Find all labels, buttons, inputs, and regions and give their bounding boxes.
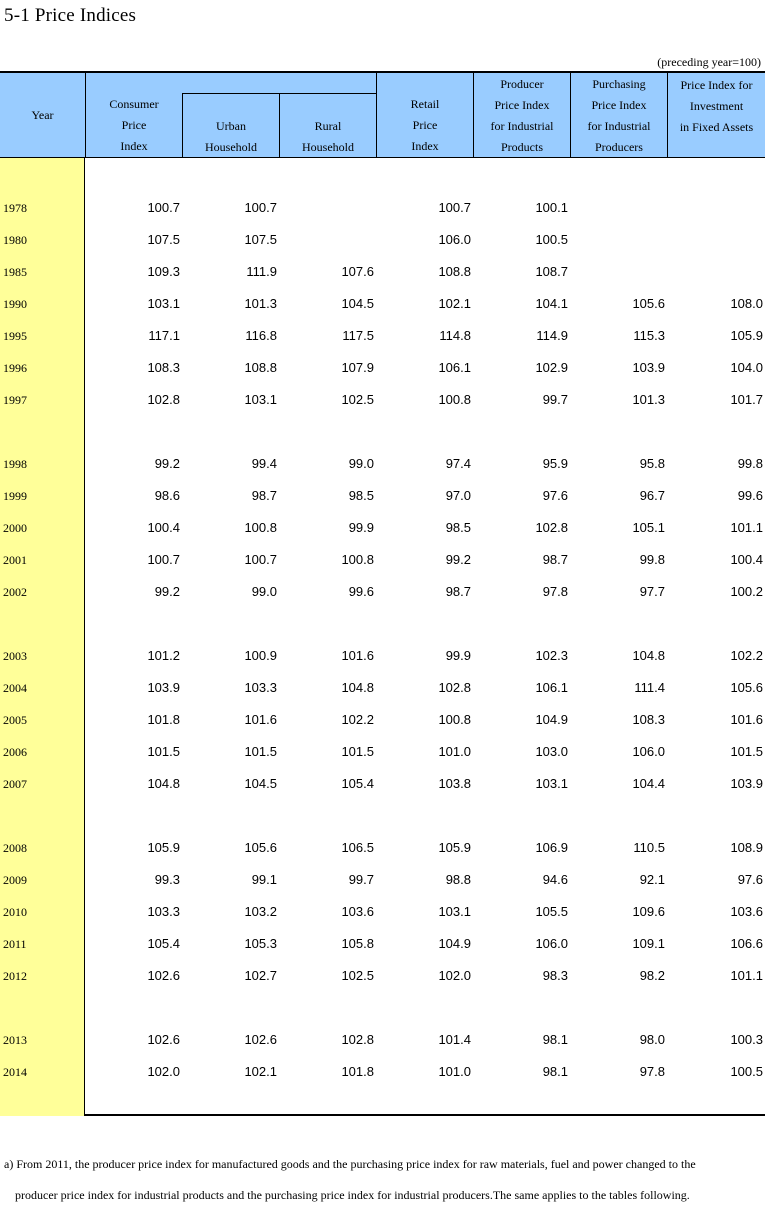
value-cell: 102.8 <box>147 392 180 407</box>
value-cell: 105.4 <box>341 776 374 791</box>
value-cell: 94.6 <box>542 872 568 887</box>
value-cell: 100.8 <box>438 712 471 727</box>
value-cell: 105.9 <box>438 840 471 855</box>
value-cell: 100.3 <box>730 1032 763 1047</box>
value-cell: 100.2 <box>730 584 763 599</box>
value-cell: 100.5 <box>535 232 568 247</box>
year-cell: 2002 <box>3 585 27 599</box>
value-cell: 103.1 <box>535 776 568 791</box>
table-row <box>0 774 765 794</box>
table-row <box>0 294 765 314</box>
table-row <box>0 262 765 282</box>
value-cell: 104.8 <box>147 776 180 791</box>
table-row <box>0 1062 765 1082</box>
value-cell: 100.9 <box>244 648 277 663</box>
table-row <box>0 326 765 346</box>
value-cell: 108.9 <box>730 840 763 855</box>
value-cell: 97.0 <box>445 488 471 503</box>
value-cell: 102.2 <box>341 712 374 727</box>
table-row <box>0 934 765 954</box>
value-cell: 99.9 <box>445 648 471 663</box>
value-cell: 102.6 <box>147 968 180 983</box>
header-producer-price-index: Producer Price Index for Industrial Products <box>490 76 554 154</box>
table-row <box>0 582 765 602</box>
value-cell: 106.0 <box>438 232 471 247</box>
value-cell: 101.6 <box>341 648 374 663</box>
value-cell: 102.8 <box>341 1032 374 1047</box>
value-cell: 104.8 <box>632 648 665 663</box>
year-cell: 1998 <box>3 457 27 471</box>
value-cell: 105.6 <box>632 296 665 311</box>
year-cell: 1999 <box>3 489 27 503</box>
value-cell: 104.0 <box>730 360 763 375</box>
value-cell: 101.2 <box>147 648 180 663</box>
value-cell: 104.5 <box>244 776 277 791</box>
value-cell: 92.1 <box>639 872 665 887</box>
value-cell: 101.6 <box>730 712 763 727</box>
value-cell: 104.9 <box>438 936 471 951</box>
value-cell: 99.7 <box>348 872 374 887</box>
value-cell: 106.6 <box>730 936 763 951</box>
year-cell: 2014 <box>3 1065 27 1079</box>
year-cell: 1996 <box>3 361 27 375</box>
value-cell: 114.8 <box>439 328 471 343</box>
value-cell: 109.1 <box>632 936 665 951</box>
value-cell: 102.8 <box>438 680 471 695</box>
year-cell: 2007 <box>3 777 27 791</box>
year-cell: 2006 <box>3 745 27 759</box>
value-cell: 109.6 <box>632 904 665 919</box>
year-cell: 1980 <box>3 233 27 247</box>
value-cell: 106.1 <box>438 360 471 375</box>
value-cell: 106.5 <box>341 840 374 855</box>
value-cell: 99.6 <box>737 488 763 503</box>
table-row <box>0 966 765 986</box>
value-cell: 99.9 <box>348 520 374 535</box>
header-retail-price-index: Retail Price Index <box>410 97 440 153</box>
value-cell: 105.8 <box>341 936 374 951</box>
year-cell: 2013 <box>3 1033 27 1047</box>
year-cell: 1997 <box>3 393 27 407</box>
value-cell: 117.5 <box>342 328 374 343</box>
value-cell: 99.2 <box>445 552 471 567</box>
value-cell: 109.3 <box>147 264 180 279</box>
value-cell: 99.2 <box>154 456 180 471</box>
header-urban-household: Urban Household <box>205 118 257 154</box>
value-cell: 102.5 <box>341 968 374 983</box>
value-cell: 102.1 <box>438 296 471 311</box>
value-cell: 105.3 <box>244 936 277 951</box>
value-cell: 116.8 <box>245 328 277 343</box>
value-cell: 105.6 <box>244 840 277 855</box>
value-cell: 101.5 <box>341 744 374 759</box>
value-cell: 108.0 <box>730 296 763 311</box>
value-cell: 114.9 <box>536 328 568 343</box>
value-cell: 99.4 <box>251 456 277 471</box>
value-cell: 102.0 <box>147 1064 180 1079</box>
value-cell: 99.6 <box>348 584 374 599</box>
value-cell: 99.7 <box>542 392 568 407</box>
value-cell: 108.8 <box>438 264 471 279</box>
value-cell: 100.7 <box>147 200 180 215</box>
value-cell: 98.7 <box>445 584 471 599</box>
table-row <box>0 678 765 698</box>
table-row <box>0 390 765 410</box>
year-cell: 2009 <box>3 873 27 887</box>
value-cell: 103.9 <box>730 776 763 791</box>
value-cell: 97.7 <box>639 584 665 599</box>
value-cell: 104.1 <box>535 296 568 311</box>
value-cell: 100.7 <box>438 200 471 215</box>
value-cell: 101.5 <box>730 744 763 759</box>
value-cell: 98.6 <box>154 488 180 503</box>
value-cell: 98.5 <box>348 488 374 503</box>
year-cell: 1978 <box>3 201 27 215</box>
value-cell: 103.8 <box>438 776 471 791</box>
value-cell: 101.4 <box>438 1032 471 1047</box>
value-cell: 102.5 <box>341 392 374 407</box>
value-cell: 108.8 <box>244 360 277 375</box>
value-cell: 103.1 <box>438 904 471 919</box>
value-cell: 97.6 <box>542 488 568 503</box>
year-cell: 2004 <box>3 681 27 695</box>
value-cell: 106.1 <box>535 680 568 695</box>
value-cell: 105.5 <box>535 904 568 919</box>
value-cell: 107.5 <box>244 232 277 247</box>
value-cell: 101.1 <box>730 968 763 983</box>
footnote-line-2: producer price index for industrial products and the purchasing price index for industrial producers.The same applies to the tables following. <box>15 1188 690 1202</box>
value-cell: 100.5 <box>730 1064 763 1079</box>
value-cell: 102.7 <box>244 968 277 983</box>
value-cell: 99.8 <box>639 552 665 567</box>
value-cell: 98.3 <box>542 968 568 983</box>
value-cell: 104.8 <box>341 680 374 695</box>
year-cell: 2005 <box>3 713 27 727</box>
value-cell: 101.0 <box>438 1064 471 1079</box>
value-cell: 100.4 <box>730 552 763 567</box>
value-cell: 104.4 <box>632 776 665 791</box>
value-cell: 103.9 <box>632 360 665 375</box>
value-cell: 100.1 <box>535 200 568 215</box>
value-cell: 99.8 <box>737 456 763 471</box>
value-cell: 95.8 <box>639 456 665 471</box>
table-row <box>0 358 765 378</box>
value-cell: 102.8 <box>535 520 568 535</box>
value-cell: 99.0 <box>348 456 374 471</box>
table-row <box>0 198 765 218</box>
value-cell: 106.9 <box>535 840 568 855</box>
year-cell: 1990 <box>3 297 27 311</box>
value-cell: 101.8 <box>147 712 180 727</box>
value-cell: 110.5 <box>633 840 665 855</box>
value-cell: 97.8 <box>639 1064 665 1079</box>
value-cell: 96.7 <box>639 488 665 503</box>
value-cell: 104.9 <box>535 712 568 727</box>
value-cell: 100.4 <box>147 520 180 535</box>
table-row <box>0 838 765 858</box>
value-cell: 103.3 <box>244 680 277 695</box>
unit-note: (preceding year=100) <box>657 55 761 69</box>
value-cell: 98.1 <box>542 1032 568 1047</box>
value-cell: 100.7 <box>147 552 180 567</box>
value-cell: 99.0 <box>251 584 277 599</box>
table-row <box>0 870 765 890</box>
table-row <box>0 550 765 570</box>
value-cell: 95.9 <box>542 456 568 471</box>
value-cell: 98.0 <box>639 1032 665 1047</box>
table-header <box>0 73 765 158</box>
value-cell: 102.3 <box>535 648 568 663</box>
value-cell: 103.2 <box>244 904 277 919</box>
value-cell: 98.1 <box>542 1064 568 1079</box>
value-cell: 103.3 <box>147 904 180 919</box>
value-cell: 100.8 <box>438 392 471 407</box>
header-purchasing-price-index: Purchasing Price Index for Industrial Producers <box>587 76 651 154</box>
table-row <box>0 454 765 474</box>
value-cell: 111.4 <box>634 680 665 695</box>
value-cell: 103.6 <box>341 904 374 919</box>
footnote-line-1: a) From 2011, the producer price index for manufactured goods and the purchasing price index for raw materials, fuel and power changed to the <box>4 1157 696 1171</box>
table-row <box>0 710 765 730</box>
table-row <box>0 230 765 250</box>
value-cell: 115.3 <box>633 328 665 343</box>
value-cell: 102.9 <box>535 360 568 375</box>
value-cell: 98.7 <box>542 552 568 567</box>
year-cell: 1995 <box>3 329 27 343</box>
year-cell: 2011 <box>3 937 27 951</box>
value-cell: 101.5 <box>147 744 180 759</box>
header-consumer-price-index: Consumer Price Index <box>109 97 159 153</box>
header-rural-household: Rural Household <box>302 118 354 154</box>
value-cell: 104.5 <box>341 296 374 311</box>
table-row <box>0 902 765 922</box>
value-cell: 97.6 <box>737 872 763 887</box>
value-cell: 98.7 <box>251 488 277 503</box>
value-cell: 99.2 <box>154 584 180 599</box>
value-cell: 108.7 <box>535 264 568 279</box>
value-cell: 101.6 <box>244 712 277 727</box>
year-cell: 2000 <box>3 521 27 535</box>
value-cell: 102.1 <box>244 1064 277 1079</box>
year-cell: 2003 <box>3 649 27 663</box>
table-row <box>0 1030 765 1050</box>
value-cell: 105.6 <box>730 680 763 695</box>
value-cell: 99.3 <box>154 872 180 887</box>
value-cell: 102.0 <box>438 968 471 983</box>
year-cell: 2008 <box>3 841 27 855</box>
value-cell: 101.3 <box>244 296 277 311</box>
value-cell: 111.9 <box>246 264 277 279</box>
value-cell: 106.0 <box>535 936 568 951</box>
page-title: 5-1 Price Indices <box>4 5 137 26</box>
price-indices-table <box>0 71 765 1116</box>
value-cell: 102.2 <box>730 648 763 663</box>
value-cell: 107.6 <box>341 264 374 279</box>
value-cell: 105.9 <box>147 840 180 855</box>
table-row <box>0 486 765 506</box>
header-year: Year <box>31 108 54 122</box>
value-cell: 100.8 <box>244 520 277 535</box>
value-cell: 98.2 <box>639 968 665 983</box>
table-row <box>0 646 765 666</box>
value-cell: 103.0 <box>535 744 568 759</box>
value-cell: 105.1 <box>632 520 665 535</box>
value-cell: 105.4 <box>147 936 180 951</box>
value-cell: 101.3 <box>632 392 665 407</box>
value-cell: 103.1 <box>147 296 180 311</box>
value-cell: 108.3 <box>632 712 665 727</box>
value-cell: 100.7 <box>244 200 277 215</box>
value-cell: 106.0 <box>632 744 665 759</box>
value-cell: 108.3 <box>147 360 180 375</box>
value-cell: 101.0 <box>438 744 471 759</box>
year-cell: 2012 <box>3 969 27 983</box>
header-investment-price-index: Price Index for Investment in Fixed Assets <box>679 78 754 134</box>
value-cell: 103.6 <box>730 904 763 919</box>
value-cell: 99.1 <box>251 872 277 887</box>
value-cell: 102.6 <box>147 1032 180 1047</box>
value-cell: 101.5 <box>244 744 277 759</box>
value-cell: 98.8 <box>445 872 471 887</box>
year-cell: 1985 <box>3 265 27 279</box>
value-cell: 98.5 <box>445 520 471 535</box>
year-cell: 2001 <box>3 553 27 567</box>
value-cell: 117.1 <box>148 328 180 343</box>
value-cell: 100.7 <box>244 552 277 567</box>
value-cell: 103.1 <box>244 392 277 407</box>
value-cell: 105.9 <box>730 328 763 343</box>
value-cell: 101.7 <box>730 392 763 407</box>
value-cell: 102.6 <box>244 1032 277 1047</box>
value-cell: 101.1 <box>730 520 763 535</box>
value-cell: 97.8 <box>542 584 568 599</box>
value-cell: 107.5 <box>147 232 180 247</box>
value-cell: 97.4 <box>445 456 471 471</box>
year-cell: 2010 <box>3 905 27 919</box>
value-cell: 101.8 <box>341 1064 374 1079</box>
table-row <box>0 518 765 538</box>
value-cell: 107.9 <box>341 360 374 375</box>
value-cell: 100.8 <box>341 552 374 567</box>
value-cell: 103.9 <box>147 680 180 695</box>
table-row <box>0 742 765 762</box>
